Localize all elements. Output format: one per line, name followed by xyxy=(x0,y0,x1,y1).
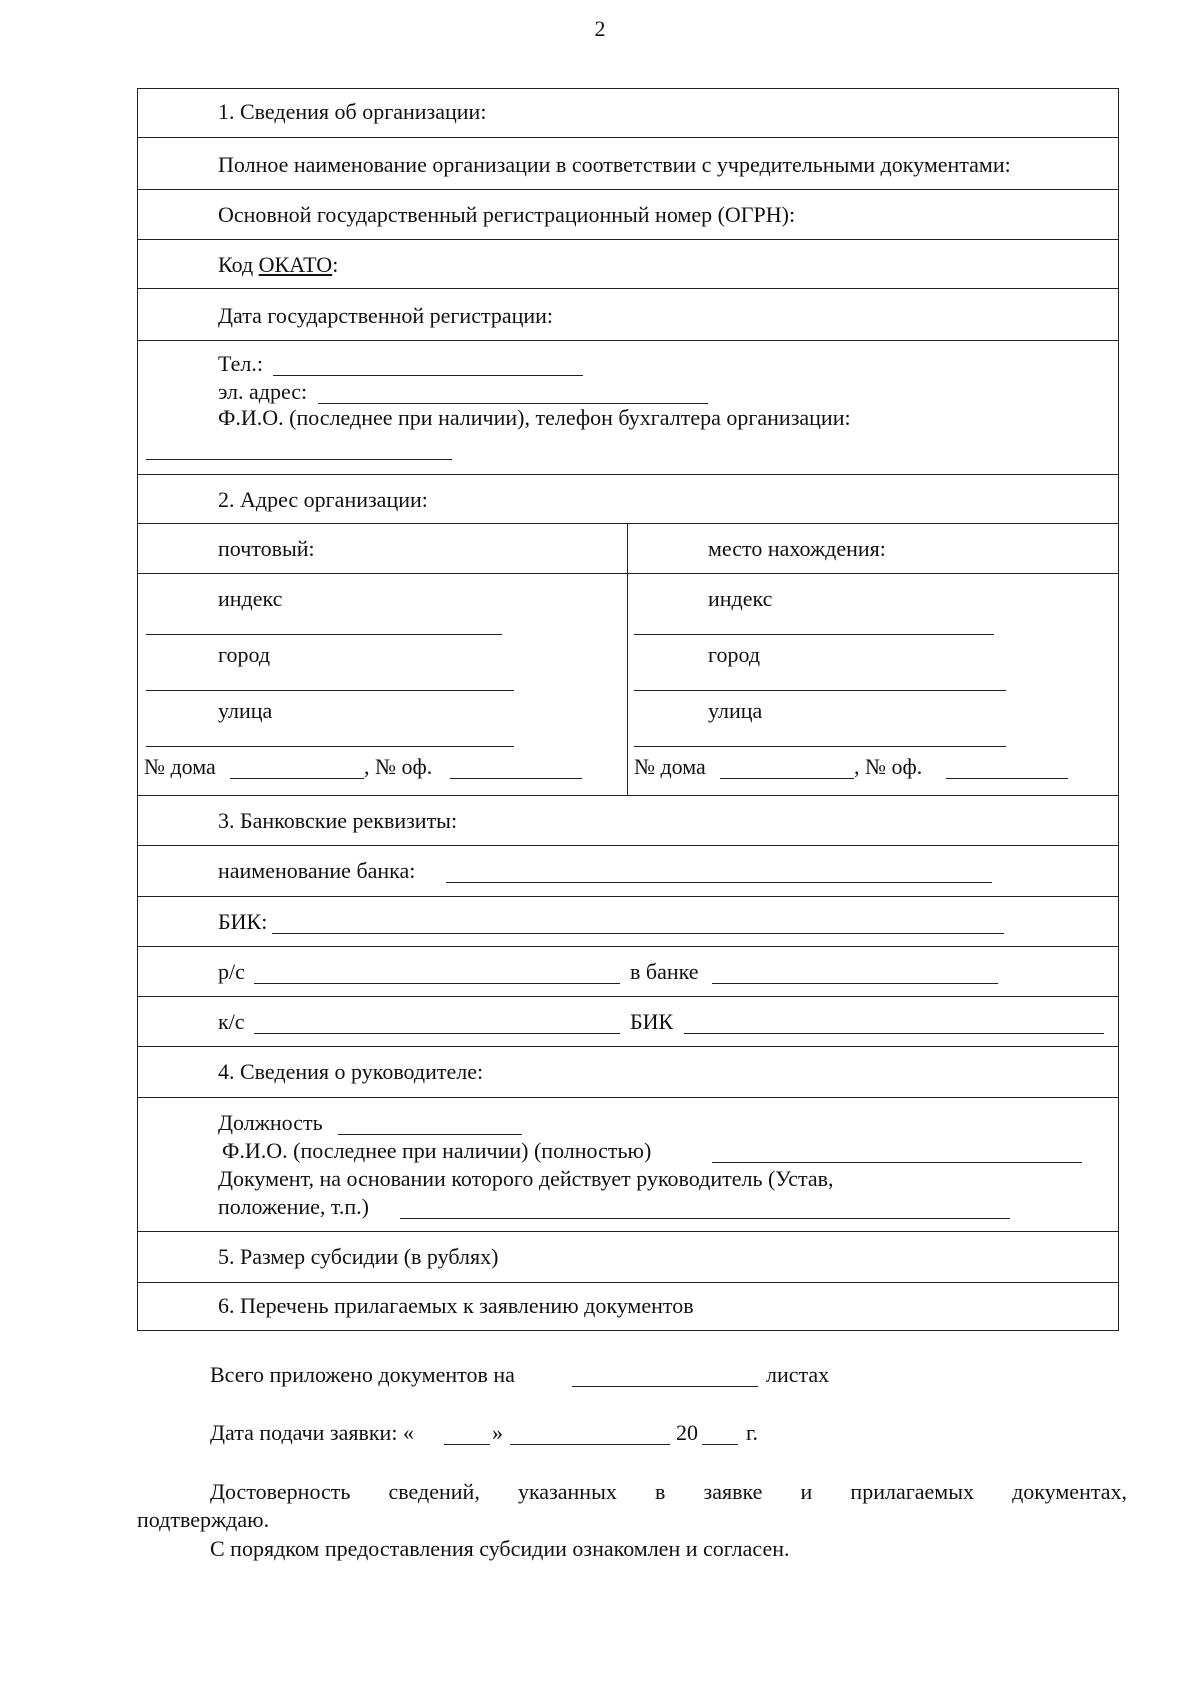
date-month-field[interactable] xyxy=(510,1424,670,1445)
accountant-field[interactable] xyxy=(146,439,452,460)
rs-row xyxy=(138,946,1118,996)
postal-street-field[interactable] xyxy=(146,726,514,747)
section6-title: 6. Перечень прилагаемых к заявлению документов xyxy=(218,1293,694,1318)
section6-row xyxy=(138,1282,1118,1330)
tel-label: Тел.: xyxy=(218,351,263,376)
full-name-row xyxy=(138,137,1118,189)
date-prefix: Дата подачи заявки: « xyxy=(210,1420,414,1445)
bik2-label: БИК xyxy=(630,1009,674,1034)
director-fio-label: Ф.И.О. (последнее при наличии) (полностью) xyxy=(222,1138,652,1163)
location-label: место нахождения: xyxy=(708,536,886,561)
postal-house-label: № дома xyxy=(144,754,216,779)
in-bank-label: в банке xyxy=(630,959,699,984)
total-docs-field[interactable] xyxy=(572,1366,758,1387)
bank-name-field[interactable] xyxy=(446,862,992,883)
section1-title: 1. Сведения об организации: xyxy=(218,99,487,124)
postal-city-label: город xyxy=(218,642,271,667)
address-fields-row xyxy=(138,573,1118,795)
contacts-row xyxy=(138,340,1118,474)
bank-name-label: наименование банка: xyxy=(218,858,416,883)
location-street-label: улица xyxy=(708,698,763,723)
date-suffix: г. xyxy=(746,1420,759,1445)
total-docs-suffix: листах xyxy=(766,1362,830,1387)
ogrn-label: Основной государственный регистрационный номер (ОГРН): xyxy=(218,202,796,227)
rs-field[interactable] xyxy=(254,963,620,984)
location-city-field[interactable] xyxy=(634,670,1006,691)
section3-title-row xyxy=(138,795,1118,845)
location-index-label: индекс xyxy=(708,586,773,611)
postal-street-label: улица xyxy=(218,698,273,723)
postal-index-field[interactable] xyxy=(146,614,502,635)
postal-office-label: , № оф. xyxy=(364,754,433,779)
okato-row xyxy=(138,239,1118,288)
okato-prefix: Код xyxy=(218,252,259,277)
location-office-label: , № оф. xyxy=(854,754,923,779)
postal-office-field[interactable] xyxy=(450,758,582,779)
director-fio-field[interactable] xyxy=(712,1142,1082,1163)
location-header-cell xyxy=(628,524,1118,573)
document-label-line2: положение, т.п.) xyxy=(218,1194,369,1219)
bik2-field[interactable] xyxy=(684,1013,1104,1034)
application-form-table xyxy=(137,88,1119,1331)
in-bank-field[interactable] xyxy=(712,963,998,984)
section5-title: 5. Размер субсидии (в рублях) xyxy=(218,1244,499,1269)
location-house-field[interactable] xyxy=(720,758,854,779)
okato-label xyxy=(218,252,338,278)
section3-title: 3. Банковские реквизиты: xyxy=(218,808,458,833)
location-index-field[interactable] xyxy=(634,614,994,635)
page-number: 2 xyxy=(594,16,606,41)
postal-address-cell xyxy=(138,574,628,795)
date-year-prefix: 20 xyxy=(676,1420,698,1445)
postal-label: почтовый: xyxy=(218,536,315,561)
accountant-label: Ф.И.О. (последнее при наличии), телефон бухгалтера организации: xyxy=(218,405,851,430)
document-field[interactable] xyxy=(400,1198,1010,1219)
email-label: эл. адрес: xyxy=(218,379,308,404)
date-day-field[interactable] xyxy=(444,1424,490,1445)
position-label: Должность xyxy=(218,1110,323,1135)
okato-suffix: : xyxy=(332,252,339,277)
ks-field[interactable] xyxy=(254,1013,620,1034)
bank-name-row xyxy=(138,845,1118,896)
location-office-field[interactable] xyxy=(946,758,1068,779)
full-name-label: Полное наименование организации в соответствии с учредительными документами: xyxy=(218,152,1011,177)
ks-label: к/с xyxy=(218,1009,245,1034)
bik-label: БИК: xyxy=(218,909,268,934)
location-house-label: № дома xyxy=(634,754,706,779)
section5-row xyxy=(138,1231,1118,1282)
postal-house-field[interactable] xyxy=(230,758,364,779)
section2-title-row xyxy=(138,474,1118,523)
address-header-row xyxy=(138,523,1118,573)
okato-link[interactable]: ОКАТО xyxy=(258,252,333,277)
bik-row xyxy=(138,896,1118,946)
postal-city-field[interactable] xyxy=(146,670,514,691)
reg-date-row xyxy=(138,288,1118,340)
location-street-field[interactable] xyxy=(634,726,1006,747)
ogrn-row xyxy=(138,189,1118,239)
confirm-line1: Достоверность сведений, указанных в заявке и прилагаемых документах, xyxy=(210,1479,1127,1504)
postal-header-cell xyxy=(138,524,628,573)
section2-title: 2. Адрес организации: xyxy=(218,487,428,512)
document-label-line1: Документ, на основании которого действует руководитель (Устав, xyxy=(218,1166,834,1191)
agree-text: С порядком предоставления субсидии ознакомлен и согласен. xyxy=(210,1536,790,1561)
section4-title-row xyxy=(138,1046,1118,1097)
position-field[interactable] xyxy=(338,1114,522,1135)
tel-field[interactable] xyxy=(273,355,583,376)
date-mid: » xyxy=(492,1420,503,1445)
reg-date-label: Дата государственной регистрации: xyxy=(218,303,554,328)
postal-index-label: индекс xyxy=(218,586,283,611)
total-docs-prefix: Всего приложено документов на xyxy=(210,1362,515,1387)
section4-title: 4. Сведения о руководителе: xyxy=(218,1059,484,1084)
confirm-line2: подтверждаю. xyxy=(137,1507,270,1532)
ks-row xyxy=(138,996,1118,1046)
date-year-field[interactable] xyxy=(702,1424,738,1445)
location-city-label: город xyxy=(708,642,761,667)
rs-label: р/с xyxy=(218,959,245,984)
location-address-cell xyxy=(628,574,1118,795)
email-field[interactable] xyxy=(318,383,708,404)
bik-field[interactable] xyxy=(272,913,1004,934)
director-row xyxy=(138,1097,1118,1231)
section1-title-row xyxy=(138,89,1118,137)
